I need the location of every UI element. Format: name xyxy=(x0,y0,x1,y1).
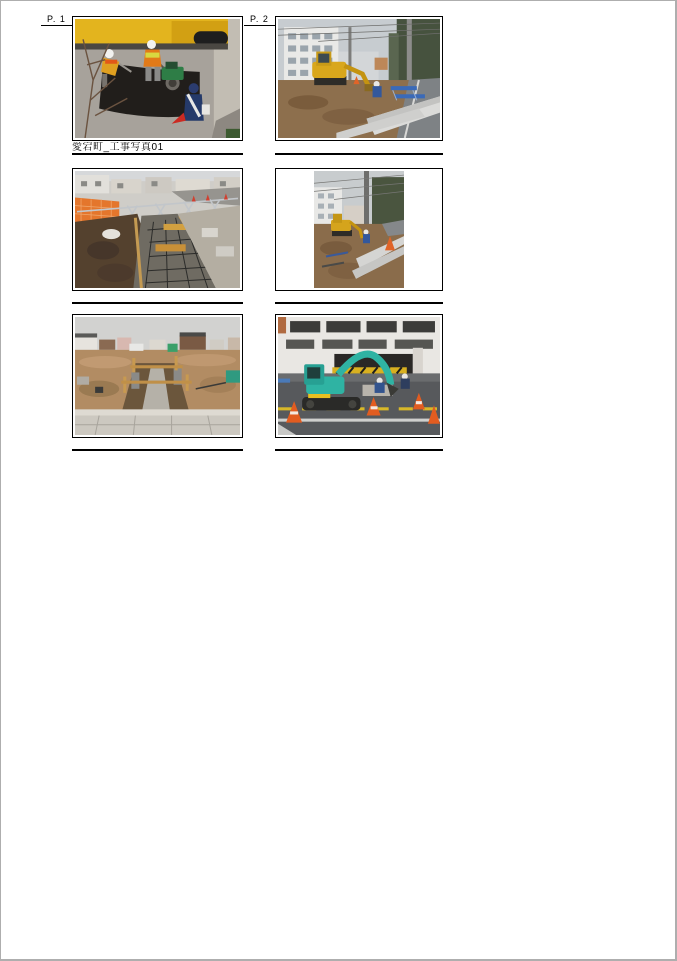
construction-photo-3 xyxy=(75,171,240,288)
page-2-label: P. 2 xyxy=(244,13,276,26)
photo-3-caption xyxy=(72,438,243,451)
photo-frame-5[interactable] xyxy=(72,314,243,438)
construction-photo-5 xyxy=(75,317,240,435)
page-1-label: P. 1 xyxy=(41,13,73,26)
construction-photo-1 xyxy=(75,19,240,138)
photo-frame-1[interactable] xyxy=(72,16,243,141)
photo-frame-6[interactable] xyxy=(275,314,443,438)
photo-4-caption xyxy=(275,142,443,155)
photo-6-caption xyxy=(275,438,443,451)
photo-5-caption xyxy=(275,291,443,304)
photo-1-caption: 愛宕町_工事写真01 xyxy=(72,142,243,155)
photo-frame-2[interactable] xyxy=(275,16,443,141)
construction-photo-6 xyxy=(278,317,440,435)
photo-2-caption xyxy=(72,291,243,304)
photo-frame-4[interactable] xyxy=(275,168,443,291)
construction-photo-2 xyxy=(278,19,440,138)
construction-photo-4 xyxy=(314,171,404,288)
photo-frame-3[interactable] xyxy=(72,168,243,291)
portrait-photo-wrap xyxy=(314,171,404,288)
